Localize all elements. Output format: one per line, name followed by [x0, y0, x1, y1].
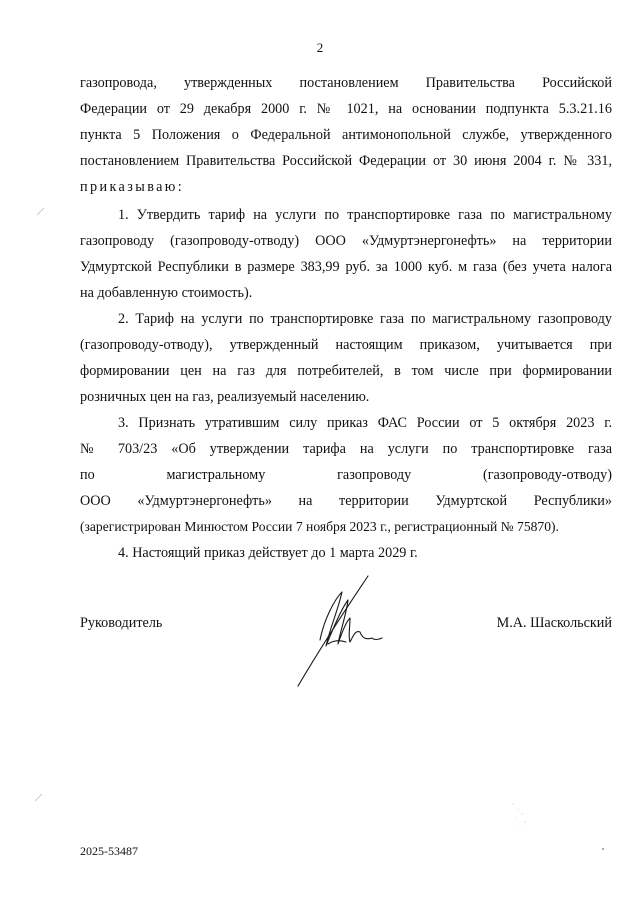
scan-dot-icon: [598, 844, 608, 854]
document-registration-number: 2025-53487: [80, 844, 138, 858]
item-1-line: газопроводу (газопроводу-отводу) ООО «Удмуртэнергонефть» на территории: [80, 233, 612, 249]
page-number: 2: [316, 40, 324, 55]
item-3-line: по магистральному газопроводу (газопроводу-отводу): [80, 467, 612, 483]
scan-speckle-icon: [510, 800, 530, 830]
handwritten-signature: [290, 570, 390, 690]
intro-line: Федерации от 29 декабря 2000 г. № 1021, на основании подпункта 5.3.21.16: [80, 101, 612, 117]
intro-line: пункта 5 Положения о Федеральной антимонопольной службе, утвержденного: [80, 127, 612, 143]
item-2-line: формировании цен на газ для потребителей, в том числе при формировании: [80, 363, 612, 379]
item-2-line: (газопроводу-отводу), утвержденный настоящим приказом, учитывается при: [80, 337, 612, 353]
intro-line: постановлением Правительства Российской Федерации от 30 июня 2004 г. № 331,: [80, 153, 612, 169]
item-3-line: № 703/23 «Об утверждении тарифа на услуги по транспортировке газа: [80, 441, 612, 457]
item-1-line: Удмуртской Республики в размере 383,99 руб. за 1000 куб. м газа (без учета налога: [80, 259, 612, 275]
item-2-line: розничных цен на газ, реализуемый населению.: [80, 389, 370, 405]
intro-line: газопровода, утвержденных постановлением Правительства Российской: [80, 75, 612, 91]
scan-mark-icon: [34, 792, 44, 802]
signatory-name: М.А. Шаскольский: [496, 615, 612, 631]
item-3-line: (зарегистрирован Минюстом России 7 ноября 2023 г., регистрационный № 75870).: [80, 519, 559, 534]
item-2-line: 2. Тариф на услуги по транспортировке газа по магистральному газопроводу: [118, 311, 612, 327]
order-word: приказываю:: [80, 179, 185, 195]
item-4-line: 4. Настоящий приказ действует до 1 марта 2029 г.: [118, 545, 418, 561]
item-1-line: 1. Утвердить тариф на услуги по транспортировке газа по магистральному: [118, 207, 612, 223]
scan-mark-icon: [36, 206, 46, 216]
item-3-line: 3. Признать утратившим силу приказ ФАС России от 5 октября 2023 г.: [118, 415, 612, 431]
item-3-line: ООО «Удмуртэнергонефть» на территории Удмуртской Республики»: [80, 493, 612, 509]
signatory-role: Руководитель: [80, 615, 163, 631]
item-1-line: на добавленную стоимость).: [80, 285, 253, 301]
